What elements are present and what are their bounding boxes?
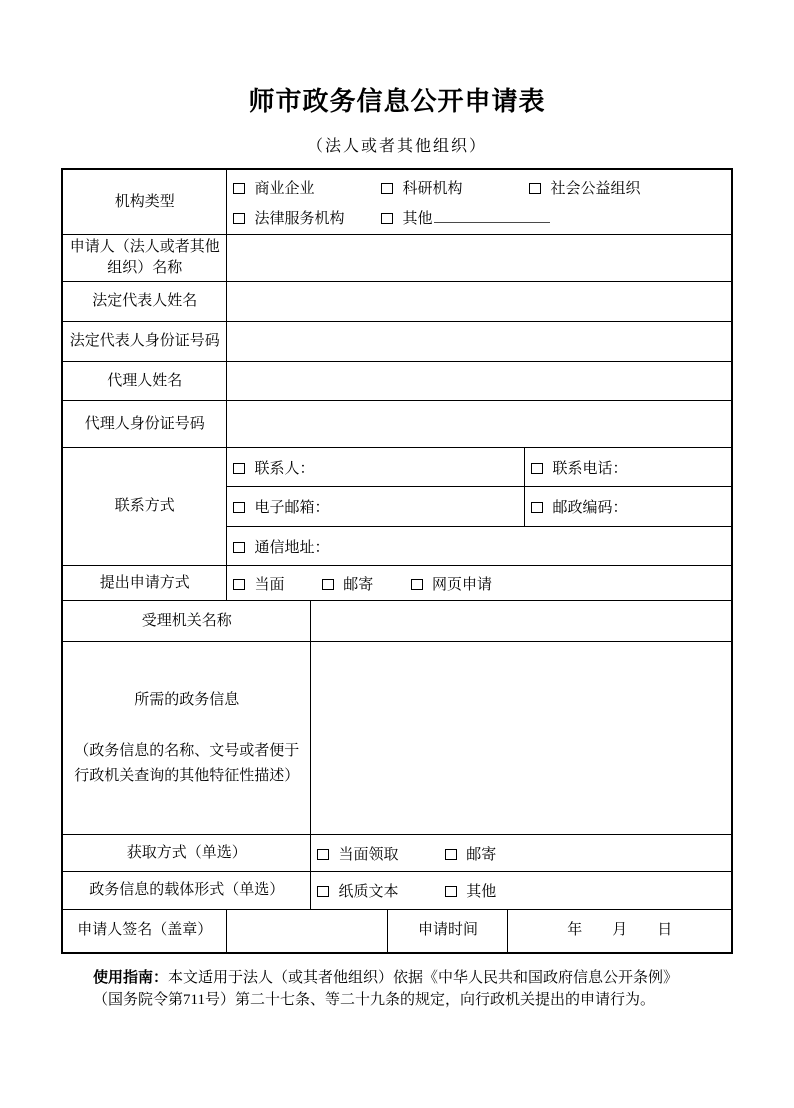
usage-guide-line1	[93, 967, 701, 989]
contact-address-cell[interactable]	[227, 527, 732, 566]
org-type-options-line1	[233, 172, 725, 202]
checkbox-icon[interactable]	[233, 183, 245, 194]
checkbox-icon[interactable]	[233, 579, 245, 590]
org-type-option-legal-service	[233, 207, 381, 228]
contact-address-option	[233, 536, 329, 557]
legal-rep-id-input-cell[interactable]	[227, 322, 732, 362]
option-label: 科研机构	[402, 180, 463, 197]
signature-label: 申请人签名（盖章）	[62, 910, 227, 953]
apply-method-options-cell	[227, 566, 732, 601]
checkbox-icon[interactable]	[381, 213, 393, 224]
legal-rep-id-label: 法定代表人身份证号码	[62, 322, 227, 362]
checkbox-icon[interactable]	[233, 463, 245, 474]
carrier-form-option-other	[445, 880, 496, 901]
usage-guide-label: 使用指南：	[93, 969, 169, 986]
agent-id-input-cell[interactable]	[227, 401, 732, 448]
checkbox-icon[interactable]	[233, 542, 245, 553]
option-label: 当面领取	[338, 846, 399, 863]
carrier-form-label: 政务信息的载体形式（单选）	[62, 872, 311, 910]
obtain-method-options-cell	[311, 835, 732, 872]
checkbox-icon[interactable]	[381, 183, 393, 194]
page-title: 师市政务信息公开申请表	[248, 87, 546, 116]
option-label: 当面	[254, 576, 285, 593]
table-row	[62, 235, 732, 282]
table-row	[62, 362, 732, 401]
contact-label: 联系方式	[62, 448, 227, 566]
apply-method-option-mail	[322, 573, 407, 594]
checkbox-icon[interactable]	[317, 886, 329, 897]
apply-method-label: 提出申请方式	[62, 566, 227, 601]
table-row	[62, 910, 732, 953]
table-row	[62, 642, 732, 835]
page-subtitle: （法人或者其他组织）	[306, 138, 487, 155]
table-row	[62, 835, 732, 872]
checkbox-icon[interactable]	[411, 579, 423, 590]
accepting-org-label: 受理机关名称	[62, 601, 311, 642]
org-type-option-public-welfare	[529, 177, 640, 198]
agent-name-label: 代理人姓名	[62, 362, 227, 401]
option-label: 邮寄	[343, 576, 374, 593]
checkbox-icon[interactable]	[531, 502, 543, 513]
required-info-label-cell	[62, 642, 311, 835]
usage-guide	[93, 967, 701, 1011]
contact-person-cell[interactable]	[227, 448, 525, 487]
org-type-option-research	[381, 177, 529, 198]
contact-phone-option	[531, 457, 627, 478]
contact-postcode-option	[531, 496, 627, 517]
agent-name-input-cell[interactable]	[227, 362, 732, 401]
checkbox-icon[interactable]	[445, 849, 457, 860]
option-label: 邮政编码：	[552, 500, 628, 516]
table-row	[62, 601, 732, 642]
checkbox-icon[interactable]	[531, 463, 543, 474]
applicant-name-input-cell[interactable]	[227, 235, 732, 282]
agent-id-label: 代理人身份证号码	[62, 401, 227, 448]
option-label: 社会公益组织	[550, 180, 641, 197]
contact-email-cell[interactable]	[227, 487, 525, 527]
option-label: 商业企业	[254, 180, 315, 197]
usage-guide-text: 本文适用于法人（或其者他组织）依据《中华人民共和国政府信息公开条例》	[168, 969, 679, 986]
org-type-label: 机构类型	[62, 169, 227, 235]
option-label: 联系人：	[254, 460, 315, 477]
spacer	[69, 713, 305, 739]
option-label: 电子邮箱：	[254, 500, 330, 516]
carrier-form-options-cell	[311, 872, 732, 910]
table-row	[62, 566, 732, 601]
carrier-form-option-paper	[317, 880, 441, 901]
table-row	[62, 401, 732, 448]
apply-time-input-cell[interactable]: 年 月 日	[508, 910, 732, 953]
apply-method-option-in-person	[233, 573, 318, 594]
org-type-option-business	[233, 177, 381, 198]
table-row	[62, 282, 732, 322]
table-row	[62, 872, 732, 910]
contact-postcode-cell[interactable]	[525, 487, 732, 527]
obtain-method-option-pickup	[317, 843, 441, 864]
usage-guide-line2: （国务院令第711号）第二十七条、等二十九条的规定，向行政机关提出的申请行为。	[93, 991, 655, 1008]
obtain-method-label: 获取方式（单选）	[62, 835, 311, 872]
obtain-method-option-mail	[445, 843, 496, 864]
apply-method-option-web	[411, 573, 492, 594]
table-row	[62, 169, 732, 235]
application-form-table	[61, 168, 733, 954]
option-label: 网页申请	[431, 576, 492, 593]
other-fill-line[interactable]	[434, 209, 550, 223]
option-label: 通信地址：	[254, 539, 330, 556]
applicant-name-label: 申请人（法人或者其他组织）名称	[62, 235, 227, 282]
org-type-options-cell	[227, 169, 732, 235]
required-info-label: 所需的政务信息	[134, 691, 240, 708]
checkbox-icon[interactable]	[233, 213, 245, 224]
table-row	[62, 448, 732, 487]
contact-person-option	[233, 457, 314, 478]
required-info-input-cell[interactable]	[311, 642, 732, 835]
signature-input-cell[interactable]	[227, 910, 388, 953]
contact-email-option	[233, 496, 329, 517]
legal-rep-name-input-cell[interactable]	[227, 282, 732, 322]
checkbox-icon[interactable]	[529, 183, 541, 194]
required-info-sublabel: （政务信息的名称、文号或者便于行政机关查询的其他特征性描述）	[74, 742, 300, 784]
checkbox-icon[interactable]	[317, 849, 329, 860]
checkbox-icon[interactable]	[322, 579, 334, 590]
option-label: 其他	[402, 210, 433, 227]
option-label: 纸质文本	[338, 884, 399, 900]
checkbox-icon[interactable]	[233, 502, 245, 513]
option-label: 其他	[466, 884, 497, 900]
checkbox-icon[interactable]	[445, 886, 457, 897]
option-label: 法律服务机构	[254, 210, 345, 227]
option-label: 邮寄	[466, 846, 497, 863]
org-type-options-line2	[233, 202, 725, 232]
contact-phone-cell[interactable]	[525, 448, 732, 487]
option-label: 联系电话：	[552, 460, 628, 477]
accepting-org-input-cell[interactable]	[311, 601, 732, 642]
apply-time-label: 申请时间	[388, 910, 508, 953]
table-row	[62, 322, 732, 362]
org-type-option-other	[381, 207, 550, 228]
legal-rep-name-label: 法定代表人姓名	[62, 282, 227, 322]
